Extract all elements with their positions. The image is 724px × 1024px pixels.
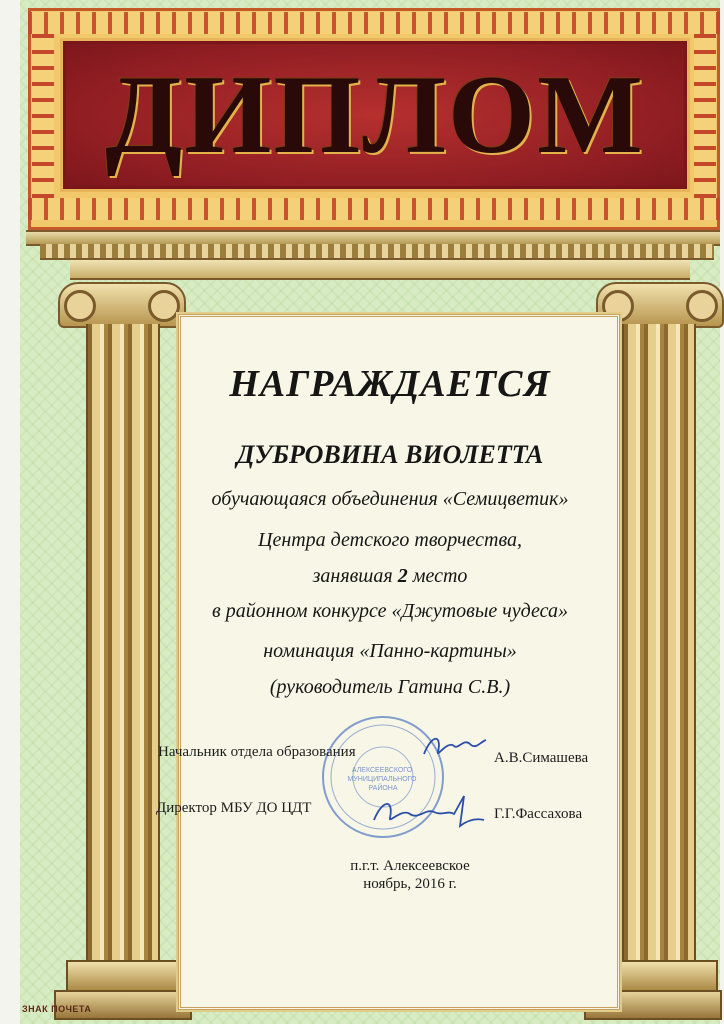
- place-line: [150, 565, 630, 588]
- left-column-shaft: [86, 324, 160, 964]
- left-column-base: [66, 960, 180, 994]
- greek-key-border-bottom: [28, 198, 720, 220]
- signer-2-name: Г.Г.Фассахова: [494, 806, 583, 822]
- issue-date: ноябрь, 2016 г.: [363, 876, 457, 892]
- awarded-heading: НАГРАЖДАЕТСЯ: [229, 363, 551, 405]
- signature-1-handwriting: [420, 728, 490, 764]
- nomination-line: номинация «Панно-картины»: [263, 640, 517, 662]
- signature-2-handwriting: [368, 790, 488, 832]
- issue-place: п.г.т. Алексеевское: [350, 858, 470, 874]
- dentil-molding: [40, 244, 714, 260]
- association-line: обучающаяся объединения «Семицветик»: [211, 488, 569, 510]
- greek-key-border-top: [28, 12, 720, 34]
- center-line: Центра детского творчества,: [258, 529, 522, 551]
- publisher-logo: ЗНАК ПОЧЕТА: [22, 1004, 92, 1014]
- place-prefix: занявшая: [312, 565, 393, 587]
- right-column-shaft: [622, 324, 696, 964]
- diploma-title: ДИПЛОМ: [105, 53, 645, 177]
- right-column-base: [604, 960, 718, 994]
- title-panel: [60, 38, 690, 192]
- place-suffix: место: [412, 565, 468, 587]
- place-number: 2: [397, 565, 408, 587]
- contest-line: в районном конкурсе «Джутовые чудеса»: [212, 600, 568, 622]
- left-column-capital: [58, 282, 186, 328]
- recipient-name: ДУБРОВИНА ВИОЛЕТТА: [236, 440, 544, 469]
- frieze: [70, 260, 690, 280]
- signer-2-title: Директор МБУ ДО ЦДТ: [156, 800, 312, 816]
- stamp-text: АЛЕКСЕЕВСКОГО МУНИЦИПАЛЬНОГО РАЙОНА: [347, 767, 417, 792]
- greek-key-border-right: [694, 34, 716, 198]
- supervisor-line: (руководитель Гатина С.В.): [269, 676, 511, 698]
- signer-1-name: А.В.Симашева: [494, 750, 589, 766]
- signer-1-title: Начальник отдела образования: [158, 744, 356, 760]
- greek-key-border-left: [32, 34, 54, 198]
